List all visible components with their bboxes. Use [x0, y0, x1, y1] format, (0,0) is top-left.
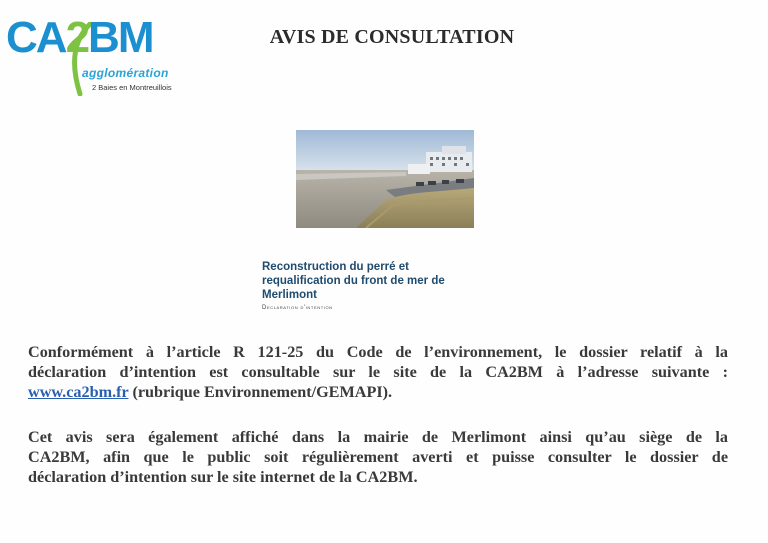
caption-subtitle: Declaration d'intention: [262, 305, 333, 311]
paragraph-display-notice: [28, 427, 728, 487]
beach-seafront-photo: [296, 130, 474, 228]
caption-line-1: Reconstruction du perré et: [262, 261, 409, 273]
logo-subtitle: agglomération: [82, 66, 169, 80]
paragraph-consultation: [28, 342, 728, 402]
logo-part-2: 2: [65, 13, 89, 62]
page-title: AVIS DE CONSULTATION: [269, 26, 515, 48]
caption-line-2: requalification du front de mer de: [262, 275, 445, 287]
paragraph2-line-3: déclaration d’intention sur le site internet de la CA2BM.: [28, 468, 418, 486]
logo-part-bm: BM: [88, 13, 153, 62]
paragraph1-line-2: déclaration d’intention est consultable sur le site de la CA2BM à l’adresse suivante :: [28, 363, 728, 381]
paragraph1-line-3: [28, 382, 728, 402]
website-link[interactable]: www.ca2bm.fr: [28, 383, 129, 401]
paragraph1-line-1: Conformément à l’article R 121-25 du Code de l’environnement, le dossier relatif à la: [28, 343, 728, 361]
paragraph2-line-2: CA2BM, afin que le public soit régulièrement averti et puisse consulter le dossier de: [28, 448, 728, 466]
caption-line-3: Merlimont: [262, 289, 317, 301]
logo-part-ca: CA: [6, 13, 66, 62]
paragraph1-line-3-rest: (rubrique Environnement/GEMAPI).: [128, 383, 393, 401]
logo-tagline: 2 Baies en Montreuillois: [92, 83, 172, 92]
photo-caption: [262, 260, 502, 302]
logo-wordmark: [6, 14, 152, 62]
ca2bm-logo: [6, 14, 176, 96]
paragraph2-line-1: Cet avis sera également affiché dans la mairie de Merlimont ainsi qu’au siège de la: [28, 428, 728, 446]
